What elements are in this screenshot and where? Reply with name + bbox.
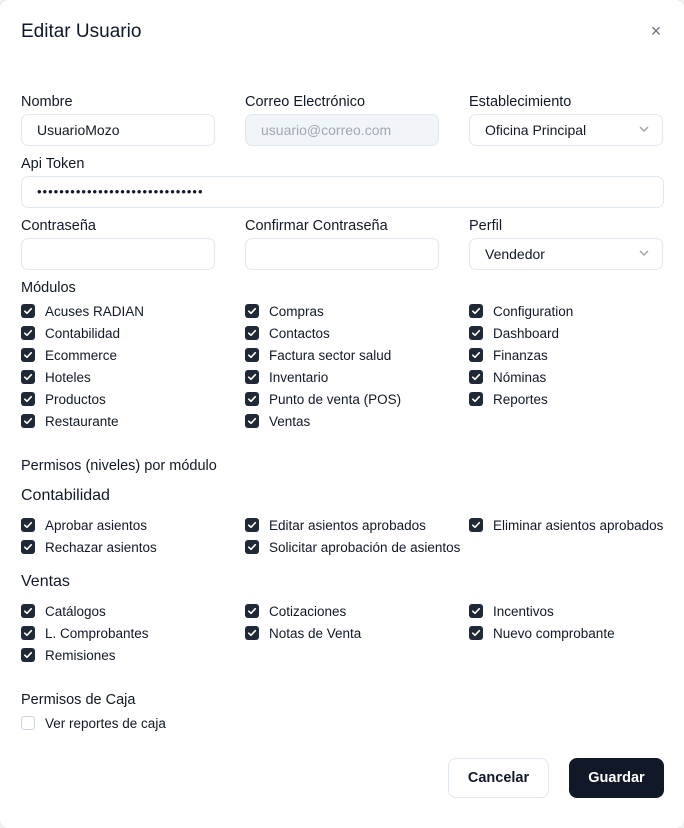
checkbox-item[interactable] <box>21 538 157 556</box>
checkbox-label: Eliminar asientos aprobados <box>493 517 664 533</box>
confirmar-label: Confirmar Contraseña <box>245 218 388 234</box>
confirm-password-input[interactable] <box>245 238 439 270</box>
checkbox-label: Nuevo comprobante <box>493 625 615 641</box>
checkbox-label: Punto de venta (POS) <box>269 391 402 407</box>
checkbox-label: Rechazar asientos <box>45 539 157 555</box>
checkbox-item[interactable] <box>21 368 91 386</box>
checkbox-item[interactable] <box>245 324 330 342</box>
check-icon[interactable] <box>469 604 483 618</box>
perfil-value: Vendedor <box>485 246 545 262</box>
caja-heading: Permisos de Caja <box>21 692 136 708</box>
checkbox-item[interactable] <box>245 624 361 642</box>
checkbox-label: Inventario <box>269 369 329 385</box>
api-token-input[interactable]: •••••••••••••••••••••••••••••• <box>21 176 664 208</box>
checkbox-label: Restaurante <box>45 413 119 429</box>
correo-label: Correo Electrónico <box>245 94 366 110</box>
establecimiento-label: Establecimiento <box>469 94 572 110</box>
checkbox-item[interactable] <box>21 602 106 620</box>
check-icon[interactable] <box>469 392 483 406</box>
contabilidad-heading: Contabilidad <box>21 487 110 504</box>
checkbox-item[interactable] <box>21 302 144 320</box>
permisos-heading: Permisos (niveles) por módulo <box>21 458 217 474</box>
nombre-input[interactable]: UsuarioMozo <box>21 114 215 146</box>
checkbox-label: Nóminas <box>493 369 547 385</box>
checkbox-item[interactable] <box>245 368 328 386</box>
save-button[interactable]: Guardar <box>569 758 664 798</box>
checkbox-label: Solicitar aprobación de asientos <box>269 539 461 555</box>
checkbox-item[interactable] <box>469 302 573 320</box>
checkbox-label: Ecommerce <box>45 347 118 363</box>
checkbox-item[interactable] <box>21 346 117 364</box>
checkbox-label: Cotizaciones <box>269 603 347 619</box>
establecimiento-value: Oficina Principal <box>485 122 587 138</box>
perfil-select[interactable] <box>469 238 663 270</box>
check-icon[interactable] <box>21 626 35 640</box>
check-icon[interactable] <box>21 348 35 362</box>
checkbox-label: Contabilidad <box>45 325 121 341</box>
checkbox-item[interactable] <box>245 516 426 534</box>
checkbox-label: Factura sector salud <box>269 347 392 363</box>
checkbox-item[interactable] <box>469 390 548 408</box>
empty-checkbox-icon[interactable] <box>21 716 35 730</box>
nombre-label: Nombre <box>21 94 73 110</box>
check-icon[interactable] <box>245 370 259 384</box>
checkbox-label: Compras <box>269 303 324 319</box>
check-icon[interactable] <box>245 392 259 406</box>
establecimiento-select[interactable] <box>469 114 663 146</box>
close-icon[interactable]: × <box>650 21 662 41</box>
checkbox-label: Configuration <box>493 303 574 319</box>
check-icon[interactable] <box>469 326 483 340</box>
email-field[interactable]: usuario@correo.com <box>245 114 439 146</box>
checkbox-item[interactable] <box>469 516 663 534</box>
checkbox-label: Contactos <box>269 325 330 341</box>
checkbox-item[interactable] <box>21 516 147 534</box>
chevron-down-icon <box>638 239 650 270</box>
checkbox-label: Finanzas <box>493 347 548 363</box>
perfil-label: Perfil <box>469 218 503 234</box>
checkbox-label: Dashboard <box>493 325 560 341</box>
checkbox-label: Reportes <box>493 391 548 407</box>
checkbox-item[interactable] <box>21 412 119 430</box>
checkbox-item[interactable] <box>245 346 391 364</box>
check-icon[interactable] <box>21 518 35 532</box>
check-icon[interactable] <box>21 648 35 662</box>
checkbox-label: Incentivos <box>493 603 554 619</box>
checkbox-item[interactable] <box>469 624 615 642</box>
check-icon[interactable] <box>21 540 35 554</box>
check-icon[interactable] <box>245 414 259 428</box>
checkbox-item[interactable] <box>21 714 166 732</box>
checkbox-item[interactable] <box>21 390 106 408</box>
checkbox-item[interactable] <box>245 602 346 620</box>
checkbox-label: Ventas <box>269 413 311 429</box>
ventas-heading: Ventas <box>21 573 70 590</box>
checkbox-label: Hoteles <box>45 369 91 385</box>
check-icon[interactable] <box>245 626 259 640</box>
check-icon[interactable] <box>21 326 35 340</box>
checkbox-item[interactable] <box>469 602 554 620</box>
checkbox-item[interactable] <box>469 324 559 342</box>
check-icon[interactable] <box>245 304 259 318</box>
check-icon[interactable] <box>469 304 483 318</box>
checkbox-label: Acuses RADIAN <box>45 303 145 319</box>
modulos-heading: Módulos <box>21 280 76 296</box>
checkbox-label: Catálogos <box>45 603 106 619</box>
check-icon[interactable] <box>21 392 35 406</box>
check-icon[interactable] <box>245 518 259 532</box>
dialog-title: Editar Usuario <box>21 21 142 42</box>
check-icon[interactable] <box>245 326 259 340</box>
contrasena-label: Contraseña <box>21 218 96 234</box>
checkbox-label: Aprobar asientos <box>45 517 148 533</box>
checkbox-label: Remisiones <box>45 647 116 663</box>
chevron-down-icon <box>638 115 650 146</box>
check-icon[interactable] <box>21 414 35 428</box>
check-icon[interactable] <box>245 348 259 362</box>
checkbox-item[interactable] <box>245 412 310 430</box>
check-icon[interactable] <box>21 304 35 318</box>
check-icon[interactable] <box>245 604 259 618</box>
api-token-label: Api Token <box>21 156 85 172</box>
check-icon[interactable] <box>21 604 35 618</box>
check-icon[interactable] <box>21 370 35 384</box>
checkbox-item[interactable] <box>245 538 460 556</box>
checkbox-item[interactable] <box>21 646 116 664</box>
checkbox-label: L. Comprobantes <box>45 625 149 641</box>
checkbox-label: Productos <box>45 391 106 407</box>
checkbox-label: Ver reportes de caja <box>45 715 166 731</box>
check-icon[interactable] <box>469 626 483 640</box>
check-icon[interactable] <box>245 540 259 554</box>
cancel-button[interactable]: Cancelar <box>448 758 549 798</box>
check-icon[interactable] <box>469 518 483 532</box>
checkbox-item[interactable] <box>469 368 546 386</box>
checkbox-label: Notas de Venta <box>269 625 362 641</box>
checkbox-item[interactable] <box>21 324 120 342</box>
checkbox-item[interactable] <box>469 346 548 364</box>
password-input[interactable] <box>21 238 215 270</box>
checkbox-label: Editar asientos aprobados <box>269 517 426 533</box>
checkbox-item[interactable] <box>21 624 149 642</box>
check-icon[interactable] <box>469 370 483 384</box>
check-icon[interactable] <box>469 348 483 362</box>
checkbox-item[interactable] <box>245 302 324 320</box>
checkbox-item[interactable] <box>245 390 401 408</box>
